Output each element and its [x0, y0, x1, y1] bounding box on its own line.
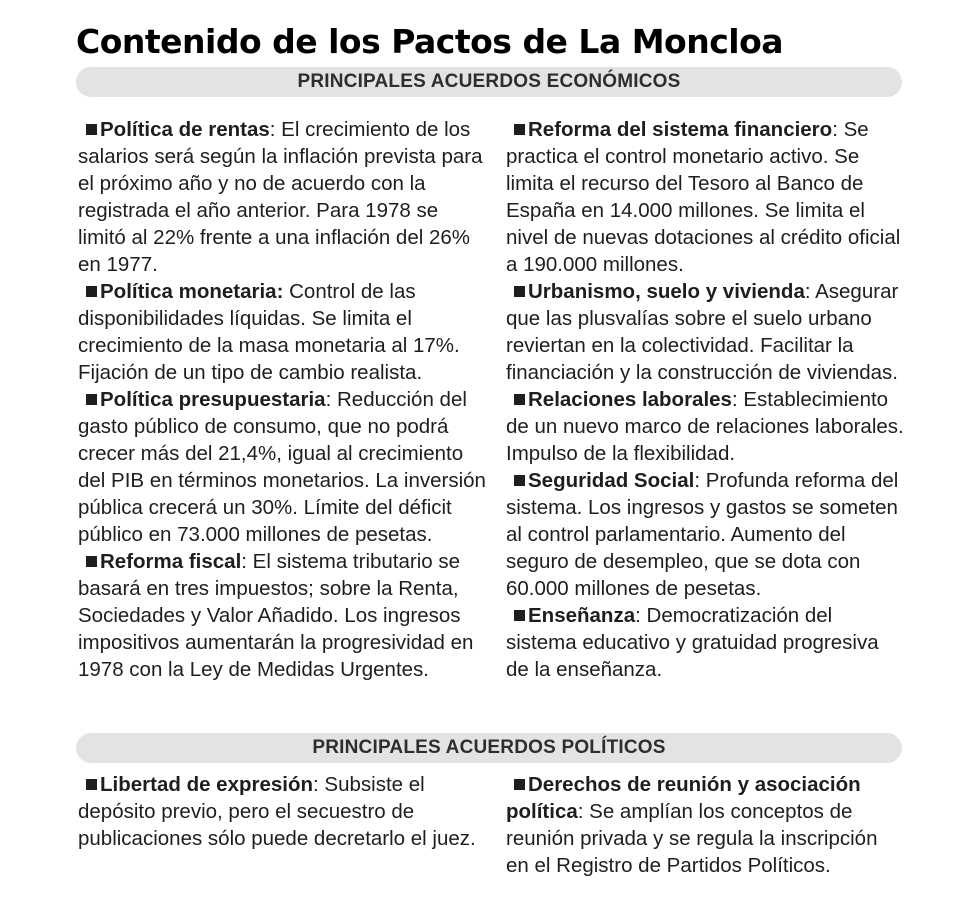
agreement-item	[506, 116, 904, 278]
agreement-heading: Política monetaria:	[100, 280, 284, 303]
agreement-item	[506, 386, 904, 467]
agreement-separator: :	[269, 118, 276, 141]
agreement-item	[78, 386, 488, 548]
agreement-heading: Relaciones laborales	[528, 388, 732, 411]
bullet-square-icon	[86, 286, 97, 297]
section-heading-economic: PRINCIPALES ACUERDOS ECONÓMICOS	[297, 71, 681, 92]
bullet-square-icon	[514, 394, 525, 405]
agreement-text: Establecimiento de un nuevo marco de relaciones laborales. Impulso de la flexibilidad.	[506, 388, 904, 465]
section-banner-political	[76, 733, 902, 763]
agreement-separator: :	[635, 604, 641, 627]
agreement-separator: :	[694, 469, 701, 492]
economic-right-column	[506, 116, 904, 683]
agreement-item	[78, 771, 488, 852]
bullet-square-icon	[514, 124, 525, 135]
agreement-heading: Derechos de reunión y asociación política	[506, 773, 861, 823]
bullet-square-icon	[86, 124, 97, 135]
bullet-square-icon	[514, 779, 525, 790]
agreement-item	[78, 116, 488, 278]
agreement-separator: :	[832, 118, 838, 141]
section-banner-economic	[76, 67, 902, 97]
agreement-heading: Libertad de expresión	[100, 773, 314, 796]
agreement-item	[506, 467, 904, 602]
section-heading-political: PRINCIPALES ACUERDOS POLÍTICOS	[312, 737, 666, 758]
agreement-separator: :	[804, 280, 811, 303]
political-right-column	[506, 771, 904, 879]
bullet-square-icon	[86, 394, 97, 405]
agreement-item	[506, 278, 904, 386]
agreement-separator: :	[313, 773, 319, 796]
agreement-text: Subsiste el depósito previo, pero el secuestro de publicaciones sólo puede decretarlo el juez.	[78, 773, 476, 850]
bullet-square-icon	[86, 556, 97, 567]
agreement-item	[78, 278, 488, 386]
agreement-text: El sistema tributario se basará en tres impuestos; sobre la Renta, Sociedades y Valor Añadido. Los ingresos impositivos aumentarán la progresividad en 1978 con la Ley de Medidas Urgentes.	[78, 550, 474, 681]
page-title: Contenido de los Pactos de La Moncloa	[76, 22, 784, 61]
agreement-text: Se practica el control monetario activo. Se limita el recurso del Tesoro al Banco de España en 14.000 millones. Se limita el nivel de nuevas dotaciones al crédito oficial a 190.000 millones.	[506, 118, 901, 276]
agreement-separator: :	[325, 388, 332, 411]
agreement-text: Profunda reforma del sistema. Los ingresos y gastos se someten al control parlamentario. Aumento del seguro de desempleo, que se dota con 60.000 millones de pesetas.	[506, 469, 899, 600]
agreement-heading: Política de rentas	[100, 118, 270, 141]
agreement-heading: Urbanismo, suelo y vivienda	[528, 280, 805, 303]
bullet-square-icon	[514, 286, 525, 297]
agreement-text: El crecimiento de los salarios será según la inflación prevista para el próximo año y no de acuerdo con la registrada el año anterior. Para 1978 se limitó al 22% frente a una inflación del 26% en 1977.	[78, 118, 483, 276]
agreement-item	[78, 548, 488, 683]
agreement-text: Asegurar que las plusvalías sobre el suelo urbano reviertan en la colectividad. Facilitar la financiación y la construcción de viviendas.	[506, 280, 899, 384]
agreement-separator: :	[241, 550, 247, 573]
agreement-text: Se amplían los conceptos de reunión privada y se regula la inscripción en el Registro de Partidos Políticos.	[506, 800, 878, 877]
agreement-text: Control de las disponibilidades líquidas. Se limita el crecimiento de la masa monetaria al 17%. Fijación de un tipo de cambio realista.	[78, 280, 460, 384]
bullet-square-icon	[86, 779, 97, 790]
agreement-item	[506, 771, 904, 879]
agreement-heading: Seguridad Social	[528, 469, 695, 492]
agreement-heading: Política presupuestaria	[100, 388, 326, 411]
political-left-column	[78, 771, 488, 852]
agreement-item	[506, 602, 904, 683]
agreement-separator: :	[731, 388, 738, 411]
bullet-square-icon	[514, 475, 525, 486]
agreement-heading: Reforma fiscal	[100, 550, 242, 573]
agreement-text: Democratización del sistema educativo y gratuidad progresiva de la enseñanza.	[506, 604, 879, 681]
agreement-text: Reducción del gasto público de consumo, que no podrá crecer más del 21,4%, igual al crecimiento del PIB en términos monetarios. La inversión pública crecerá un 30%. Límite del déficit público en 73.000 millones de pesetas.	[78, 388, 486, 546]
agreement-separator: :	[577, 800, 584, 823]
agreement-heading: Enseñanza	[528, 604, 636, 627]
economic-left-column	[78, 116, 488, 683]
agreement-heading: Reforma del sistema financiero	[528, 118, 833, 141]
bullet-square-icon	[514, 610, 525, 621]
